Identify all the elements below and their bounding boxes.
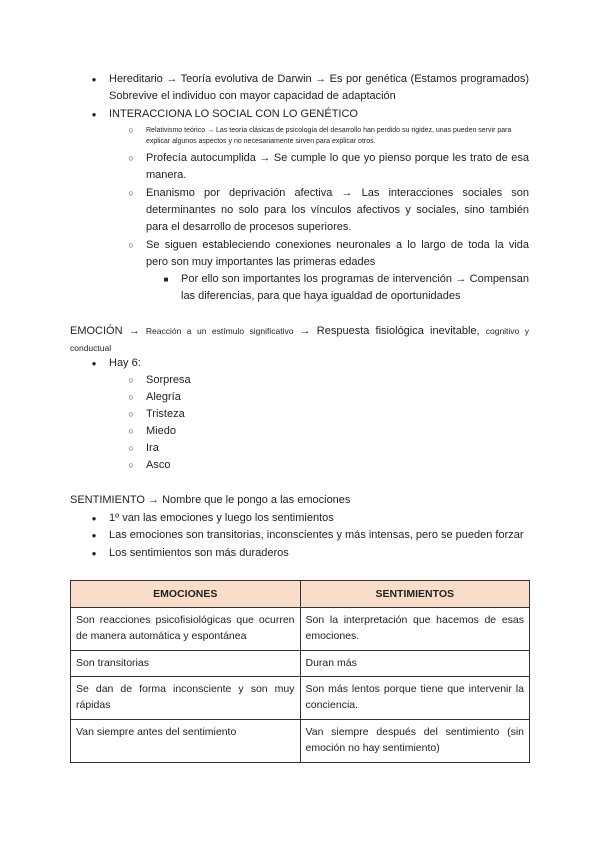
header-emociones: EMOCIONES (71, 581, 301, 608)
emocion-tristeza: Tristeza (146, 408, 185, 420)
table-row (71, 677, 530, 720)
table-row (71, 608, 530, 651)
bullet-disc (88, 71, 100, 88)
table-cell: Son más lentos porque tiene que intervenir la conciencia. (300, 677, 530, 720)
emocion-reaccion: Reacción a un estímulo significativo (145, 326, 294, 336)
table-row (71, 651, 530, 677)
profecia-item: Profecía autocumplida → Se cumple lo que yo pienso porque les trato de esa manera. (146, 152, 529, 181)
bullet-circle (125, 185, 137, 202)
table-cell: Duran más (300, 651, 530, 677)
hereditario-item: Hereditario → Teoría evolutiva de Darwin → Es por genética (Estamos programados) Sobrevive el individuo con mayor capacidad de adaptación (109, 73, 529, 102)
interacciona-item: INTERACCIONA LO SOCIAL CON LO GENÉTICO (109, 108, 358, 120)
emocion-cognitivo: cognitivo y conductual (70, 326, 530, 353)
bullet-circle (125, 406, 137, 423)
bullet-circle (125, 440, 137, 457)
sentimiento-bullet-1: 1º van las emociones y luego los sentimientos (109, 512, 334, 524)
emocion-ira: Ira (146, 442, 159, 454)
table-row (71, 720, 530, 763)
bullet-circle (125, 457, 137, 474)
relativismo-item: Relativismo teórico → Las teoría clásicas de psicología del desarrollo han perdido su rigidez, unas pueden servir para explicar algunos aspectos y no necesariamente sirven para explicar otros. (146, 127, 512, 145)
hay-6: Hay 6: (109, 357, 141, 369)
bullet-circle (125, 150, 137, 167)
bullet-disc (88, 510, 100, 527)
table-cell: Se dan de forma inconsciente y son muy rápidas (71, 677, 301, 720)
bullet-disc (88, 545, 100, 562)
programas-item: Por ello son importantes los programas de intervención → Compensan las diferencias, para que haya igualdad de oportunidades (181, 273, 529, 302)
table-header-row (71, 581, 530, 608)
table-cell: Son la interpretación que hacemos de esas emociones. (300, 608, 530, 651)
sentimiento-bullet-3: Los sentimientos son más duraderos (109, 547, 289, 559)
table-cell: Son transitorias (71, 651, 301, 677)
bullet-disc (88, 527, 100, 544)
bullet-circle (125, 423, 137, 440)
emocion-alegria: Alegría (146, 391, 181, 403)
emocion-miedo: Miedo (146, 425, 176, 437)
table-cell: Van siempre después del sentimiento (sin emoción no hay sentimiento) (300, 720, 530, 763)
emocion-label: EMOCIÓN → (70, 325, 140, 337)
sentimiento-bullet-2: Las emociones son transitorias, inconscientes y más intensas, pero se pueden forzar (109, 529, 524, 541)
bullet-circle (125, 389, 137, 406)
emocion-respuesta: → Respuesta fisiológica inevitable, (299, 325, 480, 337)
bullet-disc (88, 106, 100, 123)
bullet-disc (88, 355, 100, 372)
table-cell: Son reacciones psicofisiológicas que ocurren de manera automática y espontánea (71, 608, 301, 651)
emocion-asco: Asco (146, 459, 171, 471)
bullet-circle (125, 237, 137, 254)
bullet-square (160, 271, 172, 288)
comparison-table (70, 580, 530, 763)
emocion-definition (70, 323, 529, 357)
enanismo-item: Enanismo por deprivación afectiva → Las interacciones sociales son determinantes no solo para los vínculos afectivos y sociales, sino también para el desarrollo de procesos superiores. (146, 187, 529, 233)
conexiones-item: Se siguen estableciendo conexiones neuronales a lo largo de toda la vida pero son muy importantes las primeras edades (146, 239, 529, 268)
bullet-circle (125, 122, 137, 140)
emocion-sorpresa: Sorpresa (146, 374, 191, 386)
bullet-circle (125, 372, 137, 389)
sentimiento-heading: SENTIMIENTO → Nombre que le pongo a las emociones (70, 494, 351, 506)
table-cell: Van siempre antes del sentimiento (71, 720, 301, 763)
header-sentimientos: SENTIMIENTOS (300, 581, 530, 608)
